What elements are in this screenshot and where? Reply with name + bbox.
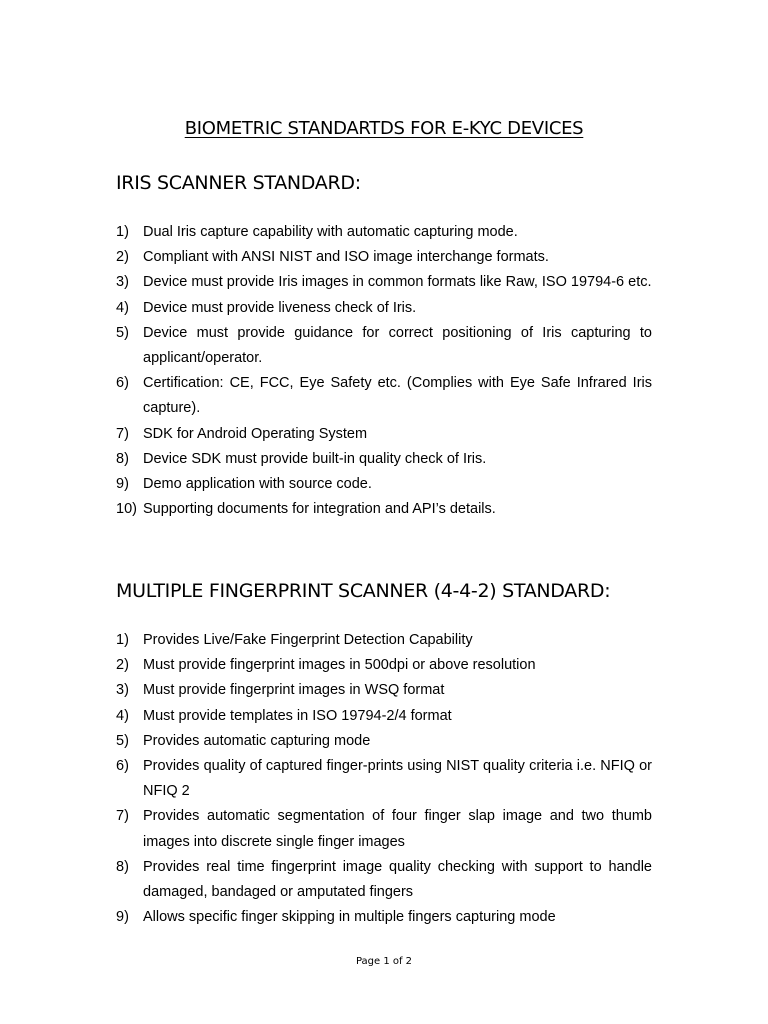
list-item-number: 6) — [116, 375, 129, 392]
list-item-number: 7) — [116, 425, 129, 442]
list-item-number: 8) — [116, 858, 129, 875]
list-item-text: Device must provide Iris images in common formats like Raw, ISO 19794-6 etc. — [143, 274, 652, 291]
list-item — [116, 653, 652, 678]
list-item-number: 1) — [116, 632, 129, 648]
list-item-number: 9) — [116, 476, 129, 493]
list-item-number: 4) — [116, 299, 129, 316]
list-item — [116, 472, 652, 497]
list-item-text: Provides real time fingerprint image quality checking with support to handle damaged, bandaged or amputated fingers — [143, 858, 652, 901]
list-item-number: 6) — [116, 758, 129, 775]
list-item — [116, 628, 652, 653]
list-item-number: 10) — [116, 501, 137, 518]
list-item-text: SDK for Android Operating System — [143, 425, 368, 442]
list-item-text: Must provide templates in ISO 19794-2/4 format — [143, 707, 452, 724]
list-item-text: Provides automatic capturing mode — [143, 732, 371, 749]
list-item-text: Device must provide liveness check of Iris. — [143, 299, 417, 316]
list-item-number: 4) — [116, 707, 129, 724]
list-item — [116, 497, 652, 522]
document-title: BIOMETRIC STANDARTDS FOR E-KYC DEVICES — [184, 118, 584, 139]
list-item-number: 5) — [116, 732, 129, 749]
list-item-number: 1) — [116, 224, 129, 240]
list-item — [116, 704, 652, 729]
list-item — [116, 422, 652, 447]
list-item-text: Provides automatic segmentation of four finger slap image and two thumb images into discrete single finger images — [143, 808, 652, 850]
list-item — [116, 321, 652, 371]
list-item — [116, 855, 652, 905]
list-item — [116, 678, 652, 703]
list-item-number: 9) — [116, 909, 129, 926]
list-item-text: Must provide fingerprint images in 500dpi or above resolution — [143, 657, 536, 674]
list-item-text: Compliant with ANSI NIST and ISO image interchange formats. — [143, 249, 549, 266]
list-item — [116, 371, 652, 421]
list-item — [116, 804, 652, 854]
list-item — [116, 270, 652, 295]
list-item-number: 2) — [116, 657, 129, 674]
list-item-text: Dual Iris capture capability with automatic capturing mode. — [143, 224, 518, 240]
fingerprint-standard-list — [116, 628, 652, 930]
page-number-footer: Page 1 of 2 — [355, 956, 413, 967]
list-item-number: 2) — [116, 249, 129, 266]
list-item — [116, 905, 652, 930]
list-item-text: Certification: CE, FCC, Eye Safety etc. (Complies with Eye Safe Infrared Iris capture). — [143, 375, 652, 417]
list-item — [116, 296, 652, 321]
list-item — [116, 447, 652, 472]
list-item-text: Supporting documents for integration and API’s details. — [143, 501, 496, 518]
list-item-text: Allows specific finger skipping in multiple fingers capturing mode — [143, 909, 556, 926]
list-item-text: Must provide fingerprint images in WSQ format — [143, 682, 445, 699]
list-item-text: Device must provide guidance for correct positioning of Iris capturing to applicant/operator. — [143, 324, 652, 367]
iris-standard-list — [116, 220, 652, 522]
list-item — [116, 729, 652, 754]
fingerprint-section-heading: MULTIPLE FINGERPRINT SCANNER (4-4-2) STANDARD: — [116, 580, 611, 602]
list-item-text: Provides quality of captured finger-prints using NIST quality criteria i.e. NFIQ or NFIQ 2 — [143, 758, 652, 800]
list-item-text: Provides Live/Fake Fingerprint Detection Capability — [143, 632, 473, 648]
list-item-number: 7) — [116, 808, 129, 825]
list-item — [116, 754, 652, 804]
list-item-number: 5) — [116, 324, 129, 341]
list-item — [116, 220, 652, 245]
list-item-number: 8) — [116, 450, 129, 467]
list-item-number: 3) — [116, 274, 129, 291]
list-item-number: 3) — [116, 682, 129, 699]
list-item-text: Demo application with source code. — [143, 476, 372, 493]
iris-section-heading: IRIS SCANNER STANDARD: — [116, 172, 361, 194]
list-item — [116, 245, 652, 270]
list-item-text: Device SDK must provide built-in quality check of Iris. — [143, 450, 487, 467]
